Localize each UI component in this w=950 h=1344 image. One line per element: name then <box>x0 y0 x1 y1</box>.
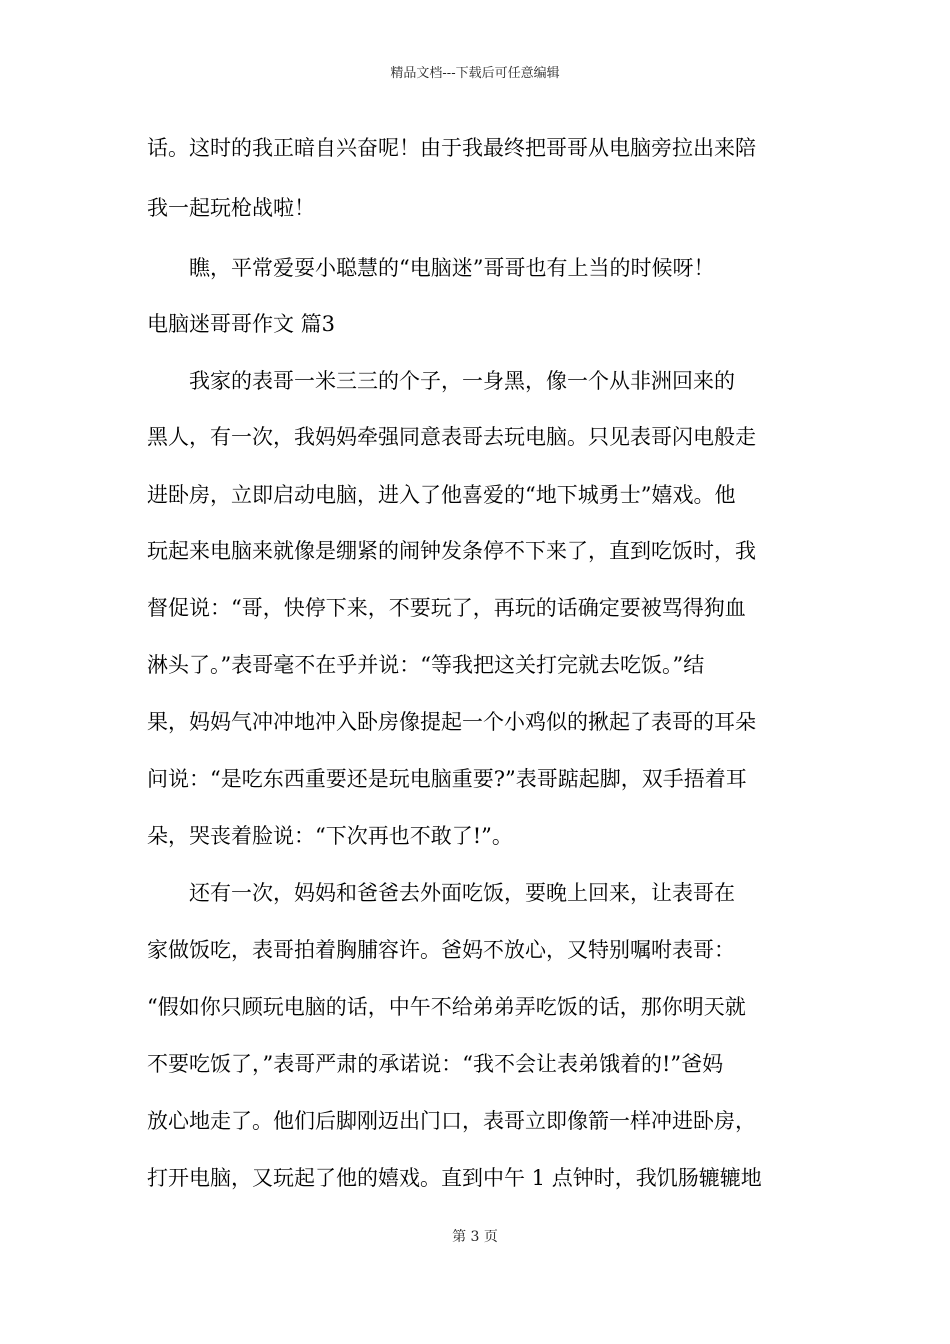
body-line: 放心地走了。他们后脚刚迈出门口，表哥立即像箭一样冲进卧房， <box>147 1109 756 1133</box>
page-number: 第 3 页 <box>452 1229 498 1245</box>
body-line: 家做饭吃，表哥拍着胸脯容许。爸妈不放心，又特别嘱咐表哥： <box>147 938 735 962</box>
body-line: 我家的表哥一米三三的个子，一身黑，像一个从非洲回来的 <box>147 369 735 393</box>
body-line: 还有一次，妈妈和爸爸去外面吃饭，要晚上回来，让表哥在 <box>147 881 735 905</box>
body-line: 瞧，平常爱耍小聪慧的“电脑迷”哥哥也有上当的时候呀！ <box>147 256 715 280</box>
body-line: 朵，哭丧着脸说：“下次再也不敢了!”。 <box>147 824 513 848</box>
body-line: 黑人，有一次，我妈妈牵强同意表哥去玩电脑。只见表哥闪电般走 <box>147 425 756 449</box>
body-line: 我一起玩枪战啦！ <box>147 196 315 220</box>
body-line: “假如你只顾玩电脑的话，中午不给弟弟弄吃饭的话，那你明天就 <box>147 995 746 1019</box>
body-line: 督促说：“哥，快停下来，不要玩了，再玩的话确定要被骂得狗血 <box>147 596 746 620</box>
body-line: 果，妈妈气冲冲地冲入卧房像提起一个小鸡似的揪起了表哥的耳朵 <box>147 710 756 734</box>
body-line: 玩起来电脑来就像是绷紧的闹钟发条停不下来了，直到吃饭时，我 <box>147 539 756 563</box>
body-line: 进卧房，立即启动电脑，进入了他喜爱的“地下城勇士”嬉戏。他 <box>147 483 736 507</box>
body-line: 不要吃饭了，”表哥严肃的承诺说：“我不会让表弟饿着的!”爸妈 <box>147 1052 724 1076</box>
body-line: 问说：“是吃东西重要还是玩电脑重要?”表哥踮起脚，双手捂着耳 <box>147 767 747 791</box>
body-line: 打开电脑，又玩起了他的嬉戏。直到中午 1 点钟时，我饥肠辘辘地 <box>147 1166 762 1190</box>
body-line: 淋头了。”表哥毫不在乎并说：“等我把这关打完就去吃饭。”结 <box>147 653 705 677</box>
section-heading: 电脑迷哥哥作文 篇3 <box>147 312 336 336</box>
body-line: 话。这时的我正暗自兴奋呢！由于我最终把哥哥从电脑旁拉出来陪 <box>147 136 756 160</box>
page-header: 精品文档---下载后可任意编辑 <box>390 66 560 81</box>
